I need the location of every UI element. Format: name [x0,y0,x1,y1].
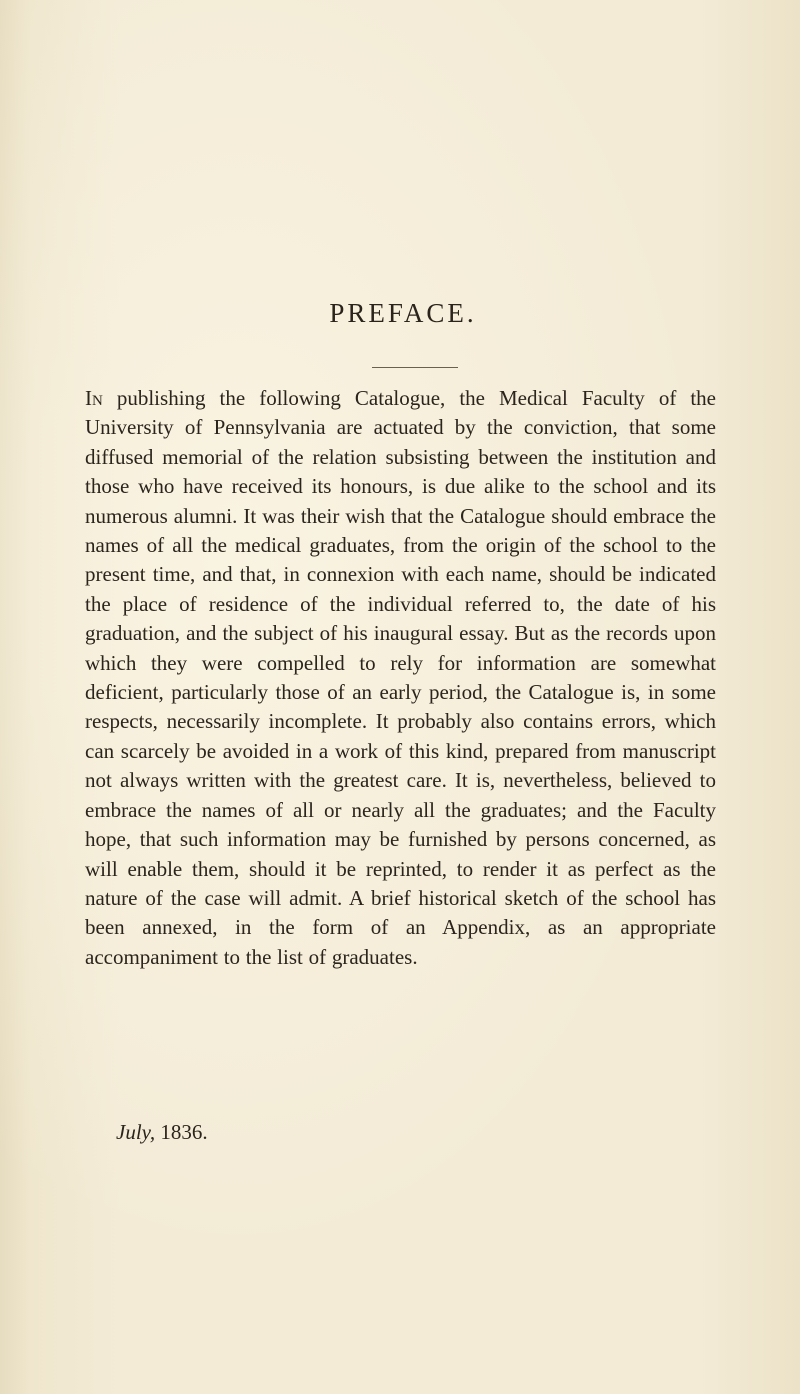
preface-paragraph [85,384,716,972]
preface-date [116,1120,208,1145]
date-month: July, [116,1120,156,1144]
date-year: 1836. [155,1120,208,1144]
title-divider [372,367,458,368]
page-title: PREFACE. [329,298,477,328]
preface-body: publishing the following Catalogue, the Medical Faculty of the University of Pennsylvania are actuated by the conviction, that some diffused memorial of the relation subsisting between the institution and those who have received its honours, is due alike to the school and its numerous alumni. It was their wish that the Catalogue should embrace the names of all the medical graduates, from the origin of the school to the present time, and that, in connexion with each name, should be indicated the place of residence of the individual referred to, the date of his graduation, and the subject of his inaugural essay. But as the records upon which they were compelled to rely for information are somewhat deficient, particularly those of an early period, the Catalogue is, in some respects, necessarily incomplete. It probably also contains errors, which can scarcely be avoided in a work of this kind, prepared from manuscript not always written with the greatest care. It is, nevertheless, believed to embrace the names of all or nearly all the graduates; and the Faculty hope, that such information may be furnished by persons concerned, as will enable them, should it be reprinted, to render it as perfect as the nature of the case will admit. A brief historical sketch of the school has been annexed, in the form of an Appendix, as an appropriate accompaniment to the list of graduates. [85,386,716,969]
lead-word: In [85,386,103,410]
